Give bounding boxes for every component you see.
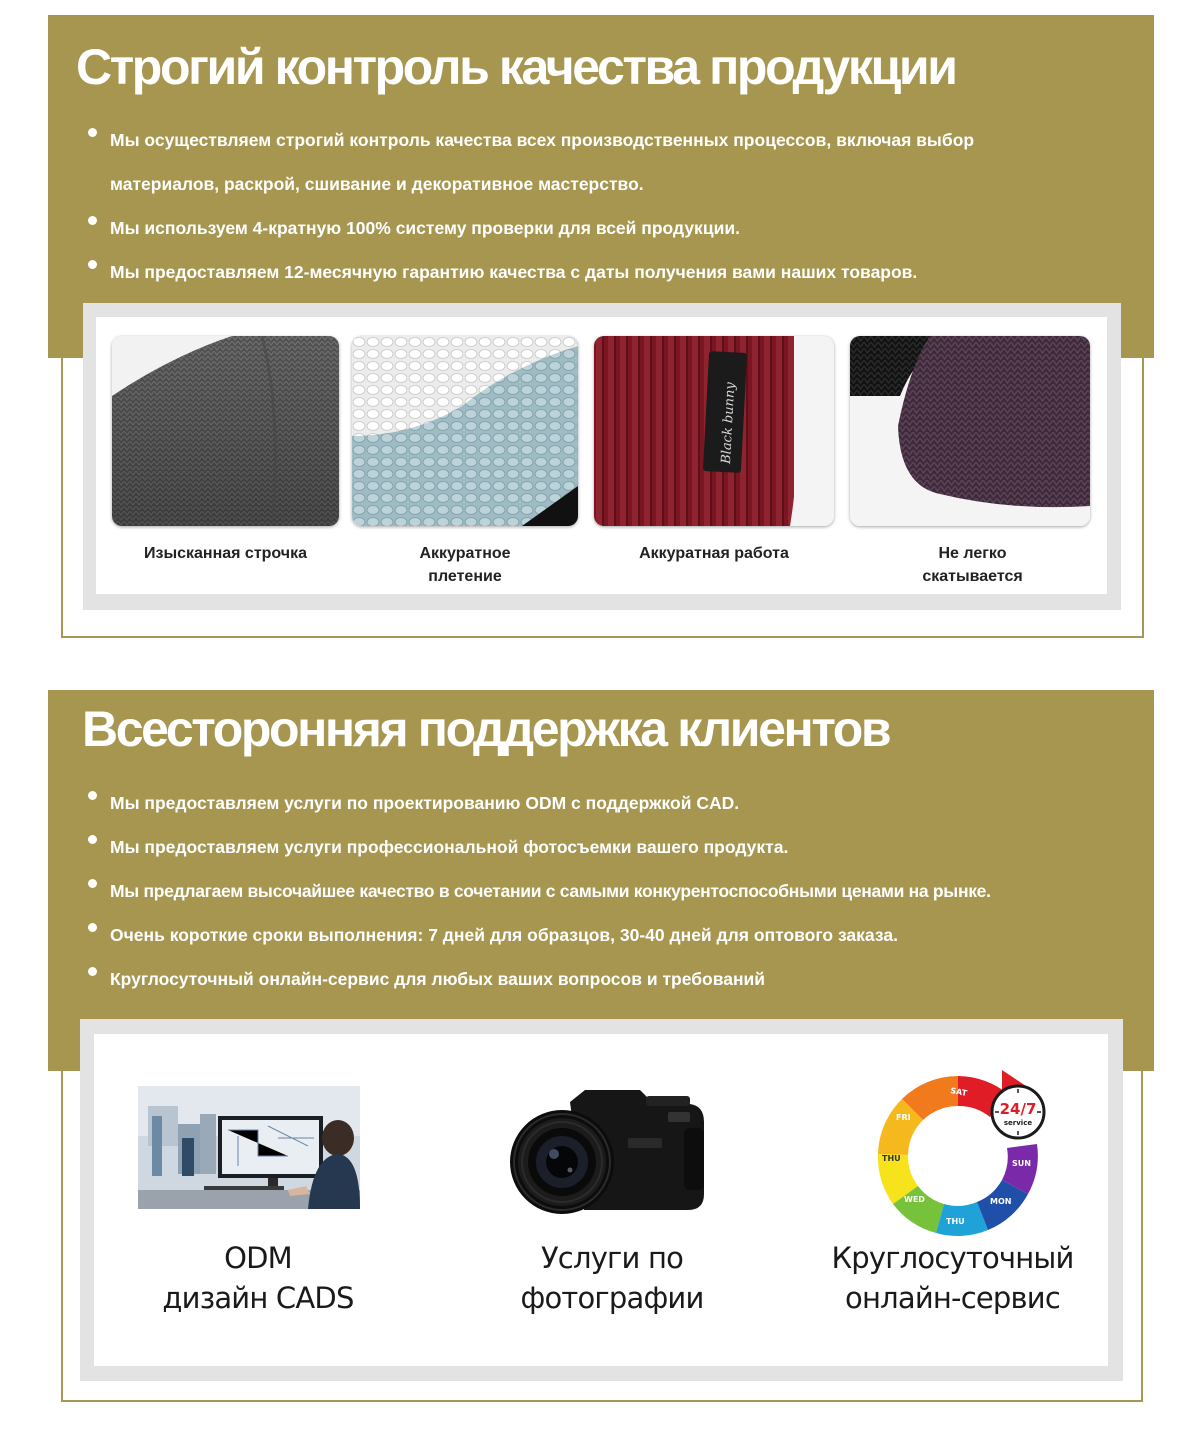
wheel-day-mon: MON (990, 1197, 1012, 1206)
support-bullet-5-text: Круглосуточный онлайн-сервис для любых ваших вопросов и требований (110, 969, 766, 989)
feature-caption-4 (850, 542, 1095, 588)
wheel-day-sat: SAT (949, 1086, 968, 1098)
feature-caption-2 (352, 542, 578, 588)
support-bullet-4 (86, 913, 991, 957)
badge-24-7-text: 24/7 (999, 1100, 1037, 1118)
wheel-day-thu-2: THU (946, 1217, 965, 1226)
hat-label-text: Black bunny (719, 381, 739, 465)
quality-bullet-2 (86, 206, 974, 250)
quality-bullet-3-text: Мы предоставляем 12-месячную гарантию качества с даты получения вами наших товаров. (110, 262, 918, 282)
wheel-day-wed: WED (904, 1195, 925, 1204)
feature-caption-2-line2: плетение (428, 568, 502, 585)
quality-bullet-list (86, 118, 974, 294)
support-bullet-2 (86, 825, 991, 869)
wheel-day-fri: FRI (896, 1113, 911, 1122)
crochet-texture-photo (352, 336, 578, 526)
knit-texture-photo-grey (112, 336, 339, 526)
feature-caption-2-line1: Аккуратное (419, 545, 511, 562)
support-bullet-3-text: Мы предлагаем высочайшее качество в сочетании с самыми конкурентоспособными ценами на рынке. (110, 881, 991, 901)
support-title: Всесторонняя поддержка клиентов (82, 701, 890, 757)
support-bullet-2-text: Мы предоставляем услуги профессиональной фотосъемки вашего продукта. (110, 837, 789, 857)
ribbed-cuff-photo (594, 336, 834, 526)
service-label-photo-line1: Услуги по (540, 1241, 684, 1275)
support-bullet-list (86, 781, 991, 1001)
support-bullet-4-text: Очень короткие сроки выполнения: 7 дней для образцов, 30-40 дней для оптового заказа. (110, 925, 898, 945)
clock-24-7-icon (872, 1060, 1052, 1240)
service-label-odm (118, 1238, 398, 1318)
cad-office-photo (138, 1086, 360, 1209)
service-label-247-line2: онлайн-сервис (845, 1281, 1060, 1315)
wheel-day-thu-1: THU (882, 1154, 901, 1163)
support-bullet-1-text: Мы предоставляем услуги по проектированию ODM с поддержкой CAD. (110, 793, 740, 813)
camera-icon (500, 1082, 705, 1214)
feature-caption-1 (112, 542, 339, 565)
service-label-photo (472, 1238, 752, 1318)
feature-caption-4-line2: скатывается (922, 568, 1023, 585)
feature-caption-3 (594, 542, 834, 565)
quality-bullet-3 (86, 250, 974, 294)
feature-caption-3-line1: Аккуратная работа (639, 545, 789, 562)
service-label-photo-line2: фотографии (520, 1281, 704, 1315)
quality-bullet-1-line1: Мы осуществляем строгий контроль качества всех производственных процессов, включая выбор (110, 130, 975, 150)
quality-bullet-1 (86, 118, 974, 206)
quality-title: Строгий контроль качества продукции (76, 39, 956, 95)
feature-caption-1-line1: Изысканная строчка (143, 545, 307, 562)
support-bullet-3 (86, 869, 991, 913)
service-label-247-line1: Круглосуточный (831, 1241, 1074, 1275)
knit-texture-photo-purple (850, 336, 1090, 526)
quality-bullet-2-text: Мы используем 4-кратную 100% систему проверки для всей продукции. (110, 218, 740, 238)
wheel-day-sun: SUN (1012, 1159, 1031, 1168)
service-label-odm-line1: ODM (224, 1241, 292, 1275)
badge-service-text: service (1003, 1119, 1033, 1127)
quality-bullet-1-line2: материалов, раскрой, сшивание и декоративное мастерство. (110, 174, 644, 194)
support-bullet-1 (86, 781, 991, 825)
support-bullet-5 (86, 957, 991, 1001)
feature-caption-4-line1: Не легко (938, 545, 1007, 562)
service-label-247 (800, 1238, 1105, 1318)
service-label-odm-line2: дизайн CADS (162, 1281, 354, 1315)
